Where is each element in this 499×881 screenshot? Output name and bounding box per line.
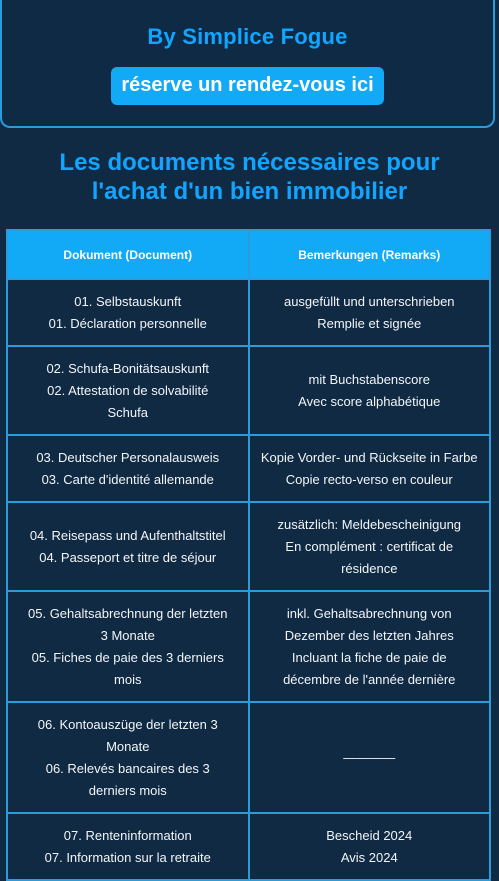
remarks-line: Remplie et signée bbox=[317, 315, 422, 331]
remarks-line: mit Buchstabenscore bbox=[308, 371, 430, 387]
document-line: 01. Déclaration personnelle bbox=[48, 315, 207, 331]
column-header-document: Dokument (Document) bbox=[7, 230, 249, 279]
document-cell bbox=[7, 813, 249, 880]
document-cell bbox=[7, 502, 249, 591]
remarks-line: Dezember des letzten Jahres bbox=[284, 627, 454, 643]
remarks-cell bbox=[249, 502, 491, 591]
book-appointment-button[interactable]: réserve un rendez-vous ici bbox=[111, 67, 383, 105]
remarks-cell bbox=[249, 702, 491, 813]
documents-table bbox=[6, 229, 491, 881]
table-row bbox=[7, 502, 490, 591]
remarks-line: décembre de l'année dernière bbox=[283, 671, 456, 687]
table-row bbox=[7, 591, 490, 702]
document-cell bbox=[7, 591, 249, 702]
document-line: 01. Selbstauskunft bbox=[74, 293, 182, 309]
document-line: Monate bbox=[106, 738, 150, 754]
page-title-line-2: l'achat d'un bien immobilier bbox=[91, 178, 408, 205]
remarks-line: résidence bbox=[341, 560, 398, 576]
remarks-line: Kopie Vorder- und Rückseite in Farbe bbox=[260, 449, 478, 465]
document-line: 03. Deutscher Personalausweis bbox=[36, 449, 220, 465]
remarks-cell bbox=[249, 346, 491, 435]
page-title bbox=[0, 148, 499, 206]
remarks-line: inkl. Gehaltsabrechnung von bbox=[286, 605, 452, 621]
remarks-line: Incluant la fiche de paie de bbox=[291, 649, 447, 665]
author-title: By Simplice Fogue bbox=[147, 24, 348, 49]
document-line: 04. Passeport et titre de séjour bbox=[39, 549, 217, 565]
remarks-line: ———— bbox=[343, 749, 396, 765]
document-line: 05. Gehaltsabrechnung der letzten bbox=[28, 605, 228, 621]
document-line: 07. Renteninformation bbox=[63, 827, 192, 843]
page-title-line-1: Les documents nécessaires pour bbox=[59, 149, 440, 176]
header-card bbox=[0, 0, 495, 128]
document-line: 07. Information sur la retraite bbox=[44, 849, 211, 865]
table-header-row bbox=[7, 230, 490, 279]
remarks-line: ausgefüllt und unterschrieben bbox=[283, 293, 455, 309]
table-row bbox=[7, 279, 490, 346]
document-line: 02. Attestation de solvabilité bbox=[47, 382, 209, 398]
remarks-line: Bescheid 2024 bbox=[326, 827, 413, 843]
remarks-cell bbox=[249, 591, 491, 702]
remarks-cell bbox=[249, 279, 491, 346]
table-row bbox=[7, 346, 490, 435]
remarks-line: Avec score alphabétique bbox=[298, 393, 441, 409]
document-line: 06. Relevés bancaires des 3 bbox=[45, 760, 210, 776]
document-cell bbox=[7, 279, 249, 346]
document-line: mois bbox=[114, 671, 142, 687]
remarks-line: Copie recto-verso en couleur bbox=[285, 471, 453, 487]
documents-table-container bbox=[6, 229, 491, 881]
remarks-cell bbox=[249, 813, 491, 880]
document-line: Schufa bbox=[107, 404, 148, 420]
table-row bbox=[7, 435, 490, 502]
document-line: 3 Monate bbox=[100, 627, 155, 643]
remarks-line: Avis 2024 bbox=[340, 849, 398, 865]
document-cell bbox=[7, 346, 249, 435]
document-line: 04. Reisepass und Aufenthaltstitel bbox=[29, 527, 226, 543]
document-line: 06. Kontoauszüge der letzten 3 bbox=[37, 716, 218, 732]
column-header-remarks: Bemerkungen (Remarks) bbox=[249, 230, 491, 279]
document-line: 02. Schufa-Bonitätsauskunft bbox=[46, 360, 210, 376]
document-cell bbox=[7, 702, 249, 813]
table-row bbox=[7, 702, 490, 813]
document-line: 05. Fiches de paie des 3 derniers bbox=[31, 649, 224, 665]
remarks-cell bbox=[249, 435, 491, 502]
document-cell bbox=[7, 435, 249, 502]
table-row bbox=[7, 813, 490, 880]
remarks-line: En complément : certificat de bbox=[285, 538, 454, 554]
remarks-line: zusätzlich: Meldebescheinigung bbox=[277, 516, 462, 532]
document-line: derniers mois bbox=[88, 782, 167, 798]
document-line: 03. Carte d'identité allemande bbox=[41, 471, 214, 487]
